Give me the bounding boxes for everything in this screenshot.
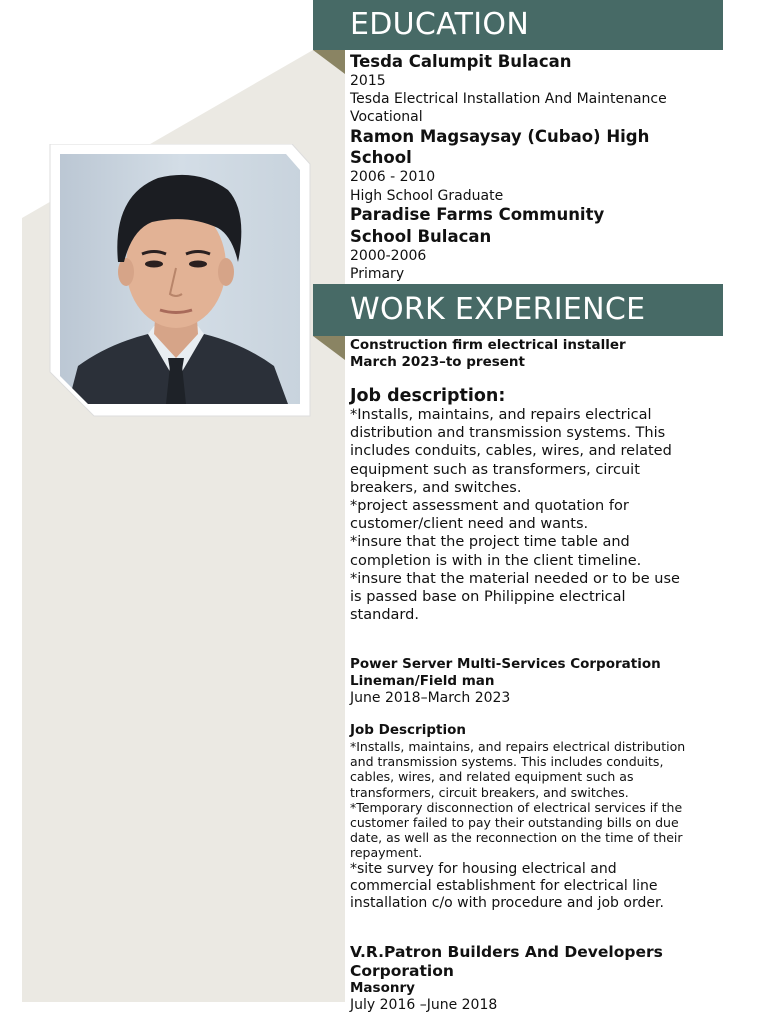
job-description — [350, 861, 720, 912]
job-period: June 2018–March 2023 — [350, 690, 511, 706]
description-line: *Installs, maintains, and repairs electrical distribution — [350, 739, 686, 754]
job-role: Lineman/Field man — [350, 673, 495, 689]
description-line: *Installs, maintains, and repairs electrical — [350, 407, 652, 423]
description-line: cables, wires, and related equipment such as — [350, 769, 634, 785]
profile-photo — [48, 144, 314, 418]
school-years: 2000-2006 — [350, 248, 427, 264]
school-name: Paradise Farms Community — [350, 205, 605, 224]
school-years: 2006 - 2010 — [350, 169, 436, 185]
school-name: Ramon Magsaysay (Cubao) High — [350, 127, 650, 146]
job-description-heading: Job description: — [350, 386, 506, 406]
description-line: distribution and transmission systems. This — [350, 425, 666, 442]
description-line: *project assessment and quotation for — [350, 498, 629, 515]
description-line: is passed base on Philippine electrical — [350, 589, 626, 606]
company-name: V.R.Patron Builders And Developers — [350, 943, 663, 961]
description-line: *site survey for housing electrical and — [350, 861, 617, 877]
school-detail: Vocational — [350, 109, 423, 125]
description-line: and transmission systems. This includes conduits, — [350, 754, 664, 770]
education-header: EDUCATION — [313, 0, 723, 50]
job-description-heading: Job Description — [350, 722, 466, 738]
description-line: standard. — [350, 607, 419, 624]
description-line: commercial establishment for electrical line — [350, 878, 658, 894]
company-name: Corporation — [350, 962, 454, 980]
header-fold — [313, 50, 345, 74]
description-line: date, as well as the reconnection on the time of their — [350, 830, 683, 846]
school-name: Tesda Calumpit Bulacan — [350, 52, 572, 71]
description-line: repayment. — [350, 845, 423, 861]
job-title: Construction firm electrical installer — [350, 337, 626, 353]
job-period: July 2016 –June 2018 — [350, 997, 498, 1013]
description-line: *insure that the material needed or to be use — [350, 570, 680, 587]
job-period: March 2023–to present — [350, 354, 525, 370]
description-line: installation c/o with procedure and job order. — [350, 895, 664, 911]
company-name: Power Server Multi-Services Corporation — [350, 656, 661, 672]
description-line: transformers, circuit breakers, and switches. — [350, 784, 629, 800]
job-description — [350, 739, 720, 861]
description-line: breakers, and switches. — [350, 479, 522, 496]
job-description — [350, 406, 720, 624]
description-line: includes conduits, cables, wires, and related — [350, 443, 672, 460]
school-detail: High School Graduate — [350, 188, 504, 204]
header-fold — [313, 336, 345, 360]
school-detail: Tesda Electrical Installation And Maintenance — [350, 91, 667, 107]
job-role: Masonry — [350, 980, 415, 996]
school-years: 2015 — [350, 73, 386, 89]
school-name: School — [350, 148, 412, 167]
description-line: customer failed to pay their outstanding bills on due — [350, 815, 679, 831]
description-line: *Temporary disconnection of electrical services if the — [350, 799, 683, 815]
school-detail: Primary — [350, 266, 405, 282]
description-line: completion is with in the client timeline. — [350, 552, 642, 569]
description-line: equipment such as transformers, circuit — [350, 461, 640, 478]
description-line: *insure that the project time table and — [350, 534, 630, 551]
school-name: School Bulacan — [350, 227, 492, 246]
description-line: customer/client need and wants. — [350, 516, 589, 533]
work-experience-header: WORK EXPERIENCE — [313, 284, 723, 336]
